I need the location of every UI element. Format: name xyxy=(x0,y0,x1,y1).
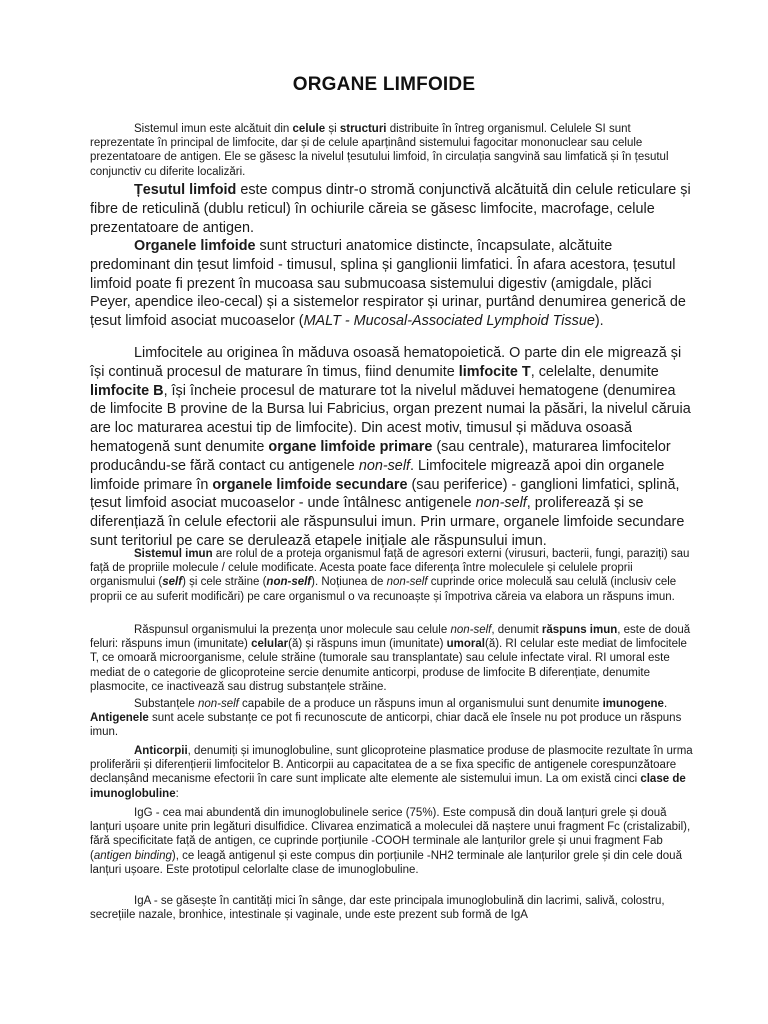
text-run: ). xyxy=(594,313,604,330)
text-run: Substanțele xyxy=(134,698,198,710)
paragraph-igg xyxy=(90,806,695,877)
paragraph-limfocitele xyxy=(90,344,695,551)
bold-term: limfocite B xyxy=(90,382,164,399)
paragraph-rol-sistem-imun xyxy=(90,547,695,604)
bold-term: Antigenele xyxy=(90,712,149,725)
text-run: . Limfocitele migrează apoi din organele limfoide primare în xyxy=(90,457,665,493)
paragraph-sistemul-imun-intro xyxy=(90,122,695,179)
text-run: are rolul de a proteja organismul față de agresori externi (virusuri, bacterii, fungi, paraziți) sau față de propriile molecule / celule modificate. Acesta poate face diferența între moleculele și celulele proprii organismului ( xyxy=(90,548,690,589)
paragraph-organele-limfoide xyxy=(90,237,695,331)
text-run: ) și cele străine ( xyxy=(182,576,267,589)
text-run: distribuite în întreg organismul. Celulele SI sunt reprezentate în principal de limfocite, dar și de celule aparținând sistemului fagocitar mononuclear sau celule prezentatoare de antigen. Ele se găsesc la nivelul țesutului limfoid, în circulația sangvină sau limfatică și în țesutul conjunctiv cu diferite localizări. xyxy=(90,123,669,178)
bold-term: celule xyxy=(292,123,326,135)
text-run: : xyxy=(175,787,179,800)
text-run: , celelalte, denumite xyxy=(530,363,659,380)
text-run: și xyxy=(325,123,340,135)
paragraph-anticorpii xyxy=(90,744,695,801)
bold-term: Țesutul limfoid xyxy=(134,182,237,198)
bold-term: organe limfoide primare xyxy=(268,438,433,455)
bold-term: organele limfoide secundare xyxy=(212,476,408,493)
text-run: , denumiți și imunoglobuline, sunt glicoproteine plasmatice produse de plasmocite rezultate în urma proliferării și diferențierii limfocitelor B. Anticorpii au capacitatea de a se fixa specific de antigenele corespunzătoare declanșând mecanisme efectorii în care sunt implicate alte elemente ale sistemului imun. La om există cinci xyxy=(90,745,693,786)
text-run: Sistemul imun este alcătuit din xyxy=(134,123,293,135)
italic-term: antigen binding xyxy=(93,849,172,862)
italic-term: non-self xyxy=(386,576,428,589)
text-run: capabile de a produce un răspuns imun al organismului sunt denumite xyxy=(238,698,603,710)
text-run: Limfocitele au originea în măduva osoasă hematopoietică. O parte din ele migrează și își continuă procesul de maturare în timus, fiind denumite xyxy=(90,345,682,380)
text-run: (sau centrale), maturarea limfocitelor producându-se fără contact cu antigenele xyxy=(90,438,671,474)
italic-term: non-self xyxy=(475,495,527,512)
paragraph-imunogene-antigene xyxy=(90,697,695,740)
text-run: , este de două feluri: răspuns imun (imunitate) xyxy=(90,624,691,651)
bold-term: non-self xyxy=(266,576,312,589)
text-run: , proliferează și se diferențiază în celule efectorii ale răspunsului imun. Prin urmare, organele limfoide secundare sunt teritoriul pe care se derulează etapele inițiale ale răspunsului imun. xyxy=(90,495,685,549)
text-run: IgG - cea mai abundentă din imunoglobulinele serice (75%). Este compusă din două lanțuri grele și două lanțuri ușoare unite prin legături disulfidice. Clivarea enzimatică a moleculei dă naștere unui fragment Fc (cristalizabil), fără specificitate față de antigen, ce cuprinde porțiunile -COOH terminale ale lanțurilor grele și unui fragment Fab ( xyxy=(90,807,691,862)
text-run: , își încheie procesul de maturare tot la nivelul măduvei hematogene (denumirea de limfocite B provine de la Bursa lui Fabricius, organ prezent numai la păsări, la nivelul căruia are loc maturarea acestui tip de limfocite). Din acest motiv, timusul și măduva osoasă hematogenă sunt denumite xyxy=(90,382,691,455)
bold-term: structuri xyxy=(339,123,387,135)
bold-term: celular xyxy=(251,638,289,651)
italic-term: non-self xyxy=(358,457,411,474)
bold-term: Anticorpii xyxy=(134,745,188,757)
text-run: Răspunsul organismului la prezența unor molecule sau celule xyxy=(134,624,451,636)
bold-term: Sistemul imun xyxy=(134,548,213,560)
bold-term: imunogene xyxy=(602,698,664,710)
bold-term: limfocite T xyxy=(458,363,531,380)
page-title: ORGANE LIMFOIDE xyxy=(292,74,476,95)
paragraph-iga xyxy=(90,894,695,922)
text-run: , denumit xyxy=(491,624,542,636)
paragraph-raspuns-imun xyxy=(90,623,695,694)
bold-term: umoral xyxy=(446,638,485,651)
text-run: (ă). RI celular este mediat de limfocitele T, ce omoară microorganisme, celule străine (tumorale sau transplantate) sau celule infectate viral. RI umoral este mediat de o categorie de glicoproteine sercie denumite anticorpi, produse de limfocite B diferențiate, denumite plasmocite, ce inactivează sau distrug substanțele străine. xyxy=(90,638,687,693)
paragraph-tesutul-limfoid xyxy=(90,181,695,237)
bold-term: răspuns imun xyxy=(541,624,618,636)
italic-term: non-self xyxy=(450,624,492,636)
text-run: ), ce leagă antigenul și este compus din porțiunile -NH2 terminale ale lanțurilor grele și din cele două lanțuri ușoare. Este prototipul celorlalte clase de imunoglobuline. xyxy=(90,849,682,876)
italic-term: non-self xyxy=(197,698,239,710)
text-run: (ă) și răspuns imun (imunitate) xyxy=(288,638,447,651)
italic-term: MALT - Mucosal-Associated Lymphoid Tissue xyxy=(303,313,595,330)
bold-term: clase de imunoglobuline xyxy=(90,773,686,800)
text-run: sunt structuri anatomice distincte, încapsulate, alcătuite predominant din țesut limfoid - timusul, splina și ganglionii limfatici. În afara acestora, țesutul limfoid poate fi prezent în mucoasa sau submucoasa sistemului digestiv (amigdale, plăci Peyer, apendice ileo-cecal) și a sistemelor respirator și urinar, purtând denumirea generică de țesut limfoid asociat mucoaselor ( xyxy=(90,238,686,330)
text-run: IgA - se găsește în cantități mici în sânge, dar este principala imunoglobulină din lacrimi, salivă, colostru, secrețiile nazale, bronhice, intestinale și vaginale, unde este prezent sub formă de IgA xyxy=(90,895,665,922)
bold-term: Organele limfoide xyxy=(134,238,256,254)
text-run: ). Noțiunea de xyxy=(311,576,387,589)
text-run: . xyxy=(663,698,668,710)
text-run: sunt acele substanțe ce pot fi recunoscute de anticorpi, chiar dacă ele însele nu pot produce un răspuns imun. xyxy=(90,712,682,739)
text-run: este compus dintr-o stromă conjunctivă alcătuită din celule reticulare și fibre de reticulină (dublu reticul) în ochiurile căreia se găsesc limfocite, macrofage, celule prezentatoare de antigen. xyxy=(90,182,691,236)
text-run: cuprinde orice moleculă sau celulă (inclusiv cele proprii ce au suferit modificări) pe care organismul o va recunoaște și împotriva căreia va elabora un răspuns imun. xyxy=(90,576,677,603)
text-run: (sau periferice) - ganglioni limfatici, splină, țesut limfoid asociat mucoaselor - unde întâlnesc antigenele xyxy=(90,476,680,512)
bold-term: self xyxy=(162,576,183,589)
